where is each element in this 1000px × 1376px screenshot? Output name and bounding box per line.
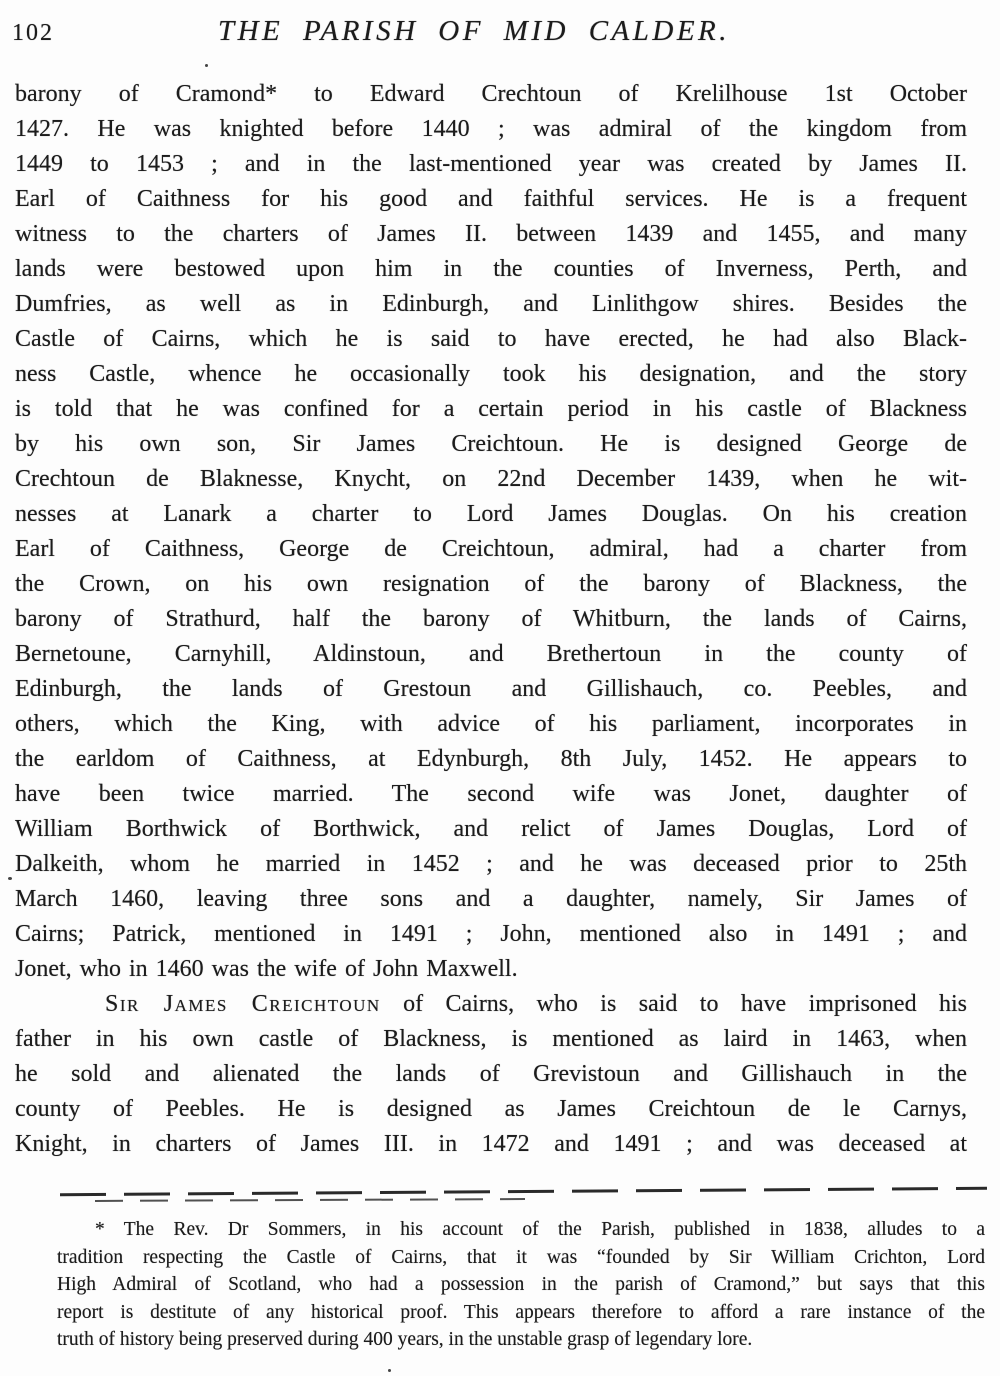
text-line: Dumfries, as well as in Edinburgh, and Linlithgow shires. Besides the: [15, 291, 967, 317]
text-line: Crechtoun de Blaknesse, Knycht, on 22nd December 1439, when he wit-: [15, 466, 967, 492]
text-line: ness Castle, whence he occasionally took his designation, and the story: [15, 361, 967, 387]
footnote-line: report is destitute of any historical proof. This appears therefore to afford a rare instance of the: [57, 1301, 985, 1323]
text-line: Bernetoune, Carnyhill, Aldinstoun, and Brethertoun in the county of: [15, 641, 967, 667]
text-line: William Borthwick of Borthwick, and relict of James Douglas, Lord of: [15, 816, 967, 842]
scan-speck: [205, 64, 208, 67]
footnote-line: High Admiral of Scotland, who had a possession in the parish of Cramond,” but says that this: [57, 1274, 985, 1295]
text-line: father in his own castle of Blackness, is mentioned as laird in 1463, when: [15, 1026, 967, 1052]
footnote: [57, 1216, 985, 1354]
text-line: the earldom of Caithness, at Edynburgh, 8th July, 1452. He appears to: [15, 746, 967, 772]
text-line: 1427. He was knighted before 1440 ; was admiral of the kingdom from: [15, 116, 967, 142]
text-line: [15, 987, 967, 1022]
text-line: Knight, in charters of James III. in 1472 and 1491 ; and was deceased at: [15, 1131, 967, 1157]
text-line: Castle of Cairns, which he is said to have erected, he had also Black-: [15, 326, 967, 352]
footnote-rule: [60, 1187, 987, 1196]
text-line: Earl of Caithness for his good and faithful services. He is a frequent: [15, 186, 967, 212]
page-title: THE PARISH OF MID CALDER.: [217, 15, 730, 47]
text-line: by his own son, Sir James Creichtoun. He is designed George de: [15, 431, 967, 457]
footnote-line: tradition respecting the Castle of Cairns, that it was “founded by Sir William Crichton, Lord: [57, 1246, 985, 1268]
text-line: is told that he was confined for a certain period in his castle of Blackness: [15, 396, 967, 422]
text-line: March 1460, leaving three sons and a daughter, namely, Sir James of: [15, 886, 967, 912]
text-line: 1449 to 1453 ; and in the last-mentioned year was created by James II.: [15, 151, 967, 177]
text-span: of Cairns, who is said to have imprisoned his: [380, 991, 968, 1017]
text-line: barony of Strathurd, half the barony of Whitburn, the lands of Cairns,: [15, 606, 967, 632]
text-line: have been twice married. The second wife was Jonet, daughter of: [15, 781, 967, 807]
text-line: barony of Cramond* to Edward Crechtoun of Krelilhouse 1st October: [15, 81, 967, 107]
text-line: the Crown, on his own resignation of the barony of Blackness, the: [15, 571, 967, 597]
text-line: nesses at Lanark a charter to Lord James Douglas. On his creation: [15, 501, 967, 527]
scan-speck: [388, 1369, 391, 1372]
text-line: lands were bestowed upon him in the counties of Inverness, Perth, and: [15, 256, 967, 282]
footnote-line: * The Rev. Dr Sommers, in his account of the Parish, published in 1838, alludes to a: [95, 1219, 985, 1240]
footnote-line: truth of history being preserved during 400 years, in the unstable grasp of legendary lore.: [57, 1329, 753, 1350]
text-line: Earl of Caithness, George de Creichtoun, admiral, had a charter from: [15, 536, 967, 562]
text-line: Jonet, who in 1460 was the wife of John Maxwell.: [15, 956, 518, 982]
text-line: others, which the King, with advice of his parliament, incorporates in: [15, 711, 967, 737]
footnote-rule: [95, 1198, 525, 1202]
text-line: county of Peebles. He is designed as James Creichtoun de le Carnys,: [15, 1096, 967, 1122]
smallcaps-name: Sir James Creichtoun: [105, 991, 381, 1017]
text-line: Edinburgh, the lands of Grestoun and Gillishauch, co. Peebles, and: [15, 676, 967, 702]
scan-speck: [8, 877, 12, 880]
body-text: [15, 77, 967, 1162]
text-line: Cairns; Patrick, mentioned in 1491 ; John, mentioned also in 1491 ; and: [15, 921, 967, 947]
page-number: 102: [12, 20, 54, 46]
text-line: he sold and alienated the lands of Grevistoun and Gillishauch in the: [15, 1061, 967, 1087]
text-line: witness to the charters of James II. between 1439 and 1455, and many: [15, 221, 967, 247]
text-line: Dalkeith, whom he married in 1452 ; and he was deceased prior to 25th: [15, 851, 967, 877]
